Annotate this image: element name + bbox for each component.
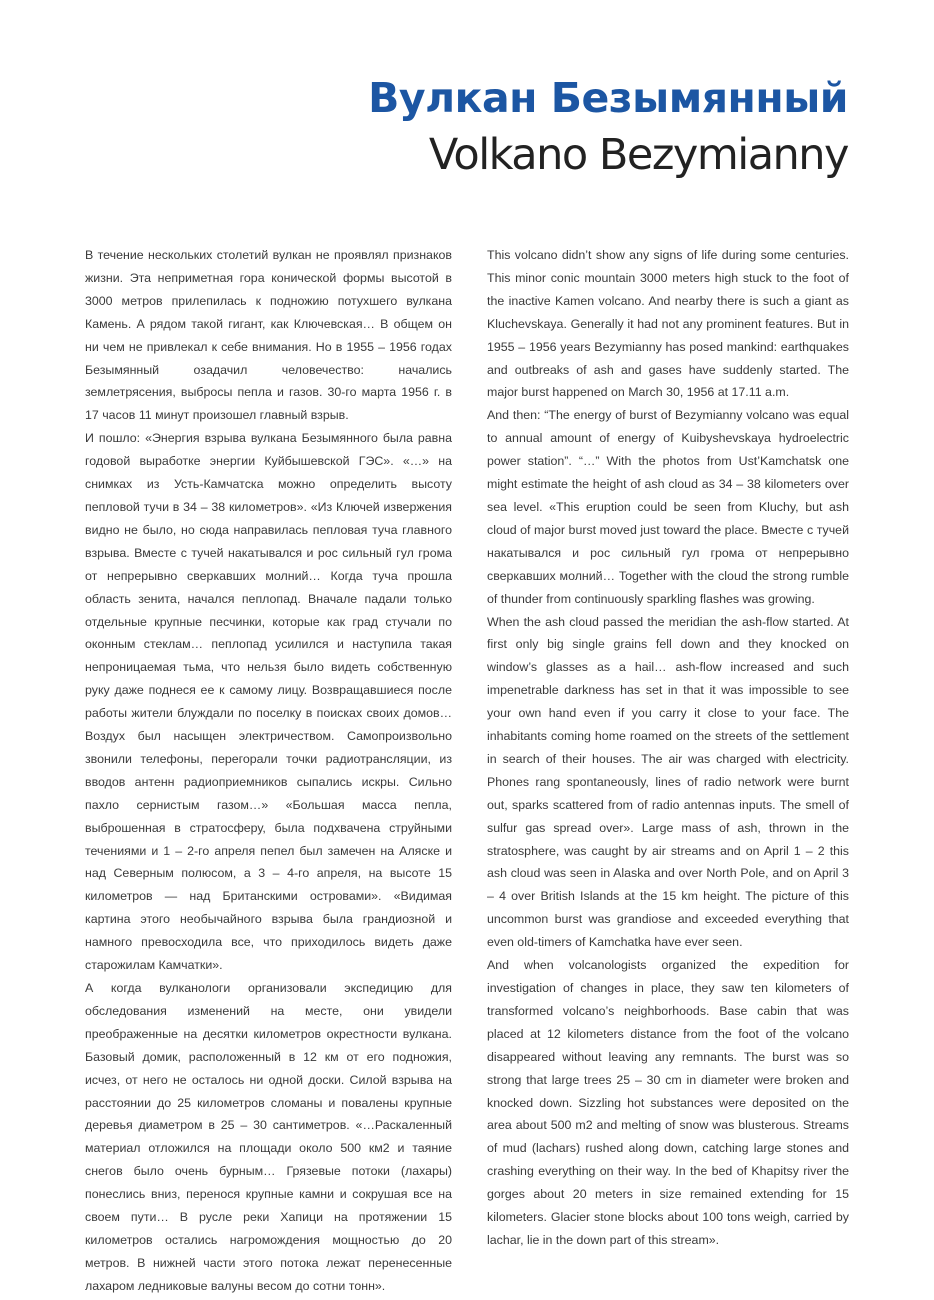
text-column-russian bbox=[85, 244, 452, 1298]
page-title-ru: Вулкан Безымянный bbox=[368, 74, 848, 122]
paragraph: В течение нескольких столетий вулкан не проявлял признаков жизни. Эта неприметная гора конической формы высотой в 3000 метров прилепилась к подножию потухшего вулкана Камень. А рядом такой гигант, как Ключевская… В общем он ни чем не привлекал к себе внимания. Но в 1955 – 1956 годах Безымянный озадачил человечество: начались землетрясения, выбросы пепла и газов. 30-го марта 1956 г. в 17 часов 11 минут произошел главный взрыв. bbox=[85, 248, 452, 423]
paragraph: А когда вулканологи организовали экспедицию для обследования изменений на месте, они увидели преображенные на десятки километров окрестности вулкана. Базовый домик, расположенный в 12 км от его подножия, исчез, от него не осталось ни одной доски. Силой взрыва на расстоянии до 25 километров сломаны и повалены крупные деревья диаметром в 25 – 30 сантиметров. «…Раскаленный материал отложился на площади около 500 км2 и таяние снегов было очень бурным… Грязевые потоки (лахары) понеслись вниз, перенося крупные камни и сокрушая все на своем пути… В русле реки Хапици на протяжении 15 километров остались нагромождения мощностью до 20 метров. В нижней части этого потока лежат перенесенные лахаром ледниковые валуны весом до сотни тонн». bbox=[85, 981, 452, 1293]
paragraph: When the ash cloud passed the meridian the ash-flow started. At first only big single grains fell down and they knocked on window’s glasses as a hail… ash-flow increased and such impenetrable darkness has set in that it was impossible to see your own hand even if you carry it close to your face. The inhabitants coming home roamed on the streets of the settlement in search of their houses. The air was charged with electricity. Phones rang spontaneously, lines of radio network were burnt out, sparks scattered from of radio antennas inputs. The smell of sulfur gas spread over». Large mass of ash, thrown in the stratosphere, was caught by air streams and on April 1 – 2 this ash cloud was seen in Alaska and over North Pole, and on April 3 – 4 over British Islands at the 15 km height. The picture of this uncommon burst was grandiose and exceeded everything that even old-timers of Kamchatka have ever seen. bbox=[487, 614, 849, 950]
paragraph: And then: “The energy of burst of Bezymianny volcano was equal to annual amount of energy of Kuibyshevskaya hydroelectric power station”. “…” With the photos from Ust’Kamchatsk one might estimate the height of ash cloud as 34 – 38 kilometers over sea level. «This eruption could be seen from Kluchy, but ash cloud of major burst moved just toward the place. Вместе с тучей накатывался и рос сильный гул грома от непрерывно сверкавших молний… Together with the cloud the strong rumble of thunder from continuously sparkling flashes was growing. bbox=[487, 408, 849, 606]
paragraph: And when volcanologists organized the expedition for investigation of changes in place, they saw ten kilometers of transformed volcano’s neighborhoods. Base cabin that was placed at 12 kilometers distance from the foot of the volcano disappeared without leaving any remnants. The burst was so strong that large trees 25 – 30 cm in diameter were broken and knocked down. Sizzling hot substances were deposited on the area about 500 m2 and melting of snow was blusterous. Streams of mud (lachars) rushed along down, catching large stones and crashing everything on their way. In the bed of Khapitsy river the gorges about 20 meters in size remained extending for 15 kilometers. Glacier stone blocks about 100 tons weigh, carried by lachar, lie in the down part of this stream». bbox=[487, 958, 849, 1247]
text-column-english bbox=[487, 244, 849, 1252]
page-title-en: Volkano Bezymianny bbox=[428, 130, 848, 180]
paragraph: This volcano didn’t show any signs of life during some centuries. This minor conic mountain 3000 meters high stuck to the foot of the inactive Kamen volcano. And nearby there is such a giant as Kluchevskaya. Generally it had not any prominent features. But in 1955 – 1956 years Bezymianny has posed mankind: earthquakes and outbreaks of ash and gases have suddenly started. The major burst happened on March 30, 1956 at 17.11 a.m. bbox=[487, 248, 849, 400]
paragraph: И пошло: «Энергия взрыва вулкана Безымянного была равна годовой выработке энергии Куйбышевской ГЭС». «…» на снимках из Усть-Камчатска можно определить высоту пепловой тучи в 34 – 38 километров». «Из Ключей извержения видно не было, но сюда направилась пепловая туча главного взрыва. Вместе с тучей накатывался и рос сильный гул грома от непрерывно сверкавших молний… Когда туча прошла область зенита, начался пеплопад. Вначале падали только отдельные крупные песчинки, которые как град стучали по оконным стеклам… пеплопад усилился и наступила такая непроницаемая тьма, что нельзя было видеть собственную руку даже поднеся ее к самому лицу. Возвращавшиеся после работы жители блуждали по поселку в поисках своих домов… Воздух был насыщен электричеством. Самопроизвольно звонили телефоны, перегорали точки радиотрансляции, из вводов антенн радиоприемников сыпались искры. Сильно пахло сернистым газом…» «Большая масса пепла, выброшенная в стратосферу, была подхвачена струйными течениями и 1 – 2-го апреля пепел был замечен на Аляске и над Северным полюсом, а 3 – 4-го апреля, на высоте 15 километров — над Британскими островами». «Видимая картина этого необычайного взрыва была грандиозной и намного превосходила все, что приходилось видеть даже старожилам Камчатки». bbox=[85, 431, 452, 973]
